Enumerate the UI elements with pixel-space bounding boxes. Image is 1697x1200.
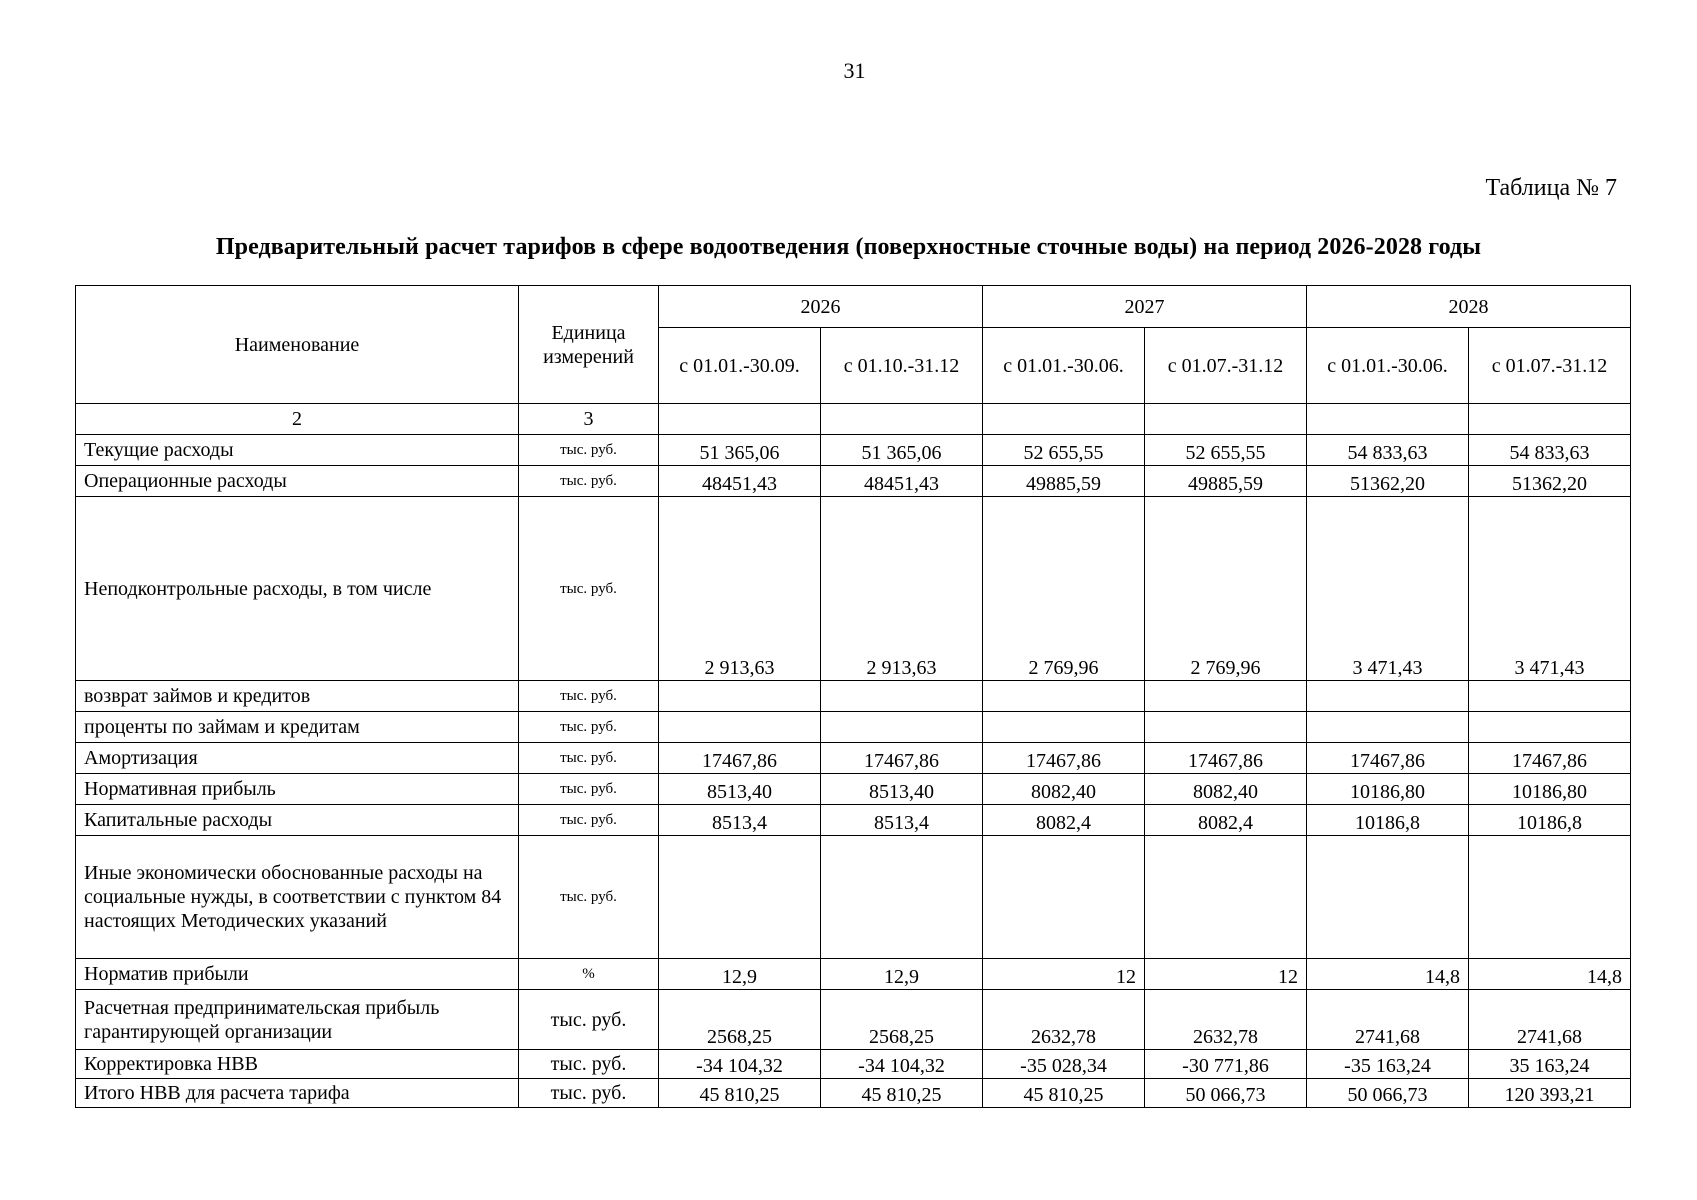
row-unit: тыс. руб.: [519, 990, 659, 1050]
row-value: 17467,86: [1145, 743, 1307, 774]
header-period: с 01.01.-30.06.: [1307, 328, 1469, 404]
row-unit: тыс. руб.: [519, 712, 659, 743]
row-value: 10186,8: [1307, 805, 1469, 836]
row-value: 49885,59: [983, 466, 1145, 497]
row-value: [821, 836, 983, 959]
table-caption: Таблица № 7: [1485, 175, 1617, 201]
row-value: 45 810,25: [659, 1079, 821, 1108]
row-value: 2 913,63: [821, 497, 983, 681]
row-value: 12,9: [659, 959, 821, 990]
header-period: с 01.01.-30.09.: [659, 328, 821, 404]
row-value: 3 471,43: [1469, 497, 1631, 681]
row-value: -35 163,24: [1307, 1050, 1469, 1079]
row-name: Текущие расходы: [76, 435, 519, 466]
row-name: Расчетная предпринимательская прибыль гарантирующей организации: [76, 990, 519, 1050]
row-value: 2 769,96: [983, 497, 1145, 681]
tariff-table: [75, 285, 1631, 1108]
row-value: 12: [983, 959, 1145, 990]
row-value: [1307, 681, 1469, 712]
table-row: [76, 805, 1631, 836]
row-value: [983, 712, 1145, 743]
row-value: 12,9: [821, 959, 983, 990]
header-year-2027: 2027: [983, 286, 1307, 328]
row-value: [1145, 681, 1307, 712]
row-value: [659, 712, 821, 743]
column-number: [1307, 404, 1469, 435]
row-unit: тыс. руб.: [519, 1050, 659, 1079]
row-value: 8513,40: [659, 774, 821, 805]
header-period: с 01.07.-31.12: [1469, 328, 1631, 404]
row-value: 35 163,24: [1469, 1050, 1631, 1079]
row-value: 51362,20: [1469, 466, 1631, 497]
row-value: [983, 836, 1145, 959]
row-value: [821, 681, 983, 712]
table-row: [76, 497, 1631, 681]
row-value: 2741,68: [1307, 990, 1469, 1050]
row-value: [1145, 712, 1307, 743]
row-value: [1145, 836, 1307, 959]
row-value: 10186,8: [1469, 805, 1631, 836]
table-row: [76, 1050, 1631, 1079]
row-value: 48451,43: [659, 466, 821, 497]
row-unit: тыс. руб.: [519, 774, 659, 805]
row-value: 10186,80: [1469, 774, 1631, 805]
row-value: 14,8: [1469, 959, 1631, 990]
table-row: [76, 959, 1631, 990]
row-value: 54 833,63: [1469, 435, 1631, 466]
column-number: 2: [76, 404, 519, 435]
row-value: 8513,4: [821, 805, 983, 836]
row-name: Итого НВВ для расчета тарифа: [76, 1079, 519, 1108]
row-name: Иные экономически обоснованные расходы на социальные нужды, в соответствии с пунктом 84 настоящих Методических указаний: [76, 836, 519, 959]
row-value: 50 066,73: [1145, 1079, 1307, 1108]
row-value: 8082,4: [1145, 805, 1307, 836]
row-value: [1307, 836, 1469, 959]
row-value: 12: [1145, 959, 1307, 990]
row-value: -34 104,32: [659, 1050, 821, 1079]
row-value: 2 769,96: [1145, 497, 1307, 681]
row-name: возврат займов и кредитов: [76, 681, 519, 712]
row-name: проценты по займам и кредитам: [76, 712, 519, 743]
row-name: Капитальные расходы: [76, 805, 519, 836]
row-unit: тыс. руб.: [519, 805, 659, 836]
header-year-2028: 2028: [1307, 286, 1631, 328]
row-unit: тыс. руб.: [519, 466, 659, 497]
row-unit: %: [519, 959, 659, 990]
row-value: 17467,86: [1307, 743, 1469, 774]
row-name: Операционные расходы: [76, 466, 519, 497]
table-row: [76, 435, 1631, 466]
row-value: 48451,43: [821, 466, 983, 497]
row-unit: тыс. руб.: [519, 836, 659, 959]
row-unit: тыс. руб.: [519, 681, 659, 712]
column-number: [983, 404, 1145, 435]
page-number: 31: [843, 58, 866, 83]
row-value: 17467,86: [983, 743, 1145, 774]
table-row: [76, 774, 1631, 805]
row-value: 8082,40: [1145, 774, 1307, 805]
row-value: [659, 836, 821, 959]
header-period: с 01.07.-31.12: [1145, 328, 1307, 404]
row-name: Неподконтрольные расходы, в том числе: [76, 497, 519, 681]
table-row: [76, 712, 1631, 743]
table-row: [76, 681, 1631, 712]
row-value: 2 913,63: [659, 497, 821, 681]
table-row: [76, 1079, 1631, 1108]
row-value: [659, 681, 821, 712]
row-value: 17467,86: [1469, 743, 1631, 774]
table-row: [76, 836, 1631, 959]
row-value: [1307, 712, 1469, 743]
header-year-2026: 2026: [659, 286, 983, 328]
column-number: [821, 404, 983, 435]
table-row: [76, 990, 1631, 1050]
row-unit: тыс. руб.: [519, 1079, 659, 1108]
row-value: 2632,78: [1145, 990, 1307, 1050]
row-value: 51 365,06: [659, 435, 821, 466]
header-name: Наименование: [76, 286, 519, 404]
row-value: 2632,78: [983, 990, 1145, 1050]
row-value: -35 028,34: [983, 1050, 1145, 1079]
column-number: [1469, 404, 1631, 435]
header-unit: Единица измерений: [519, 286, 659, 404]
row-value: -34 104,32: [821, 1050, 983, 1079]
row-value: 51362,20: [1307, 466, 1469, 497]
row-value: 14,8: [1307, 959, 1469, 990]
column-number: [659, 404, 821, 435]
row-value: 2741,68: [1469, 990, 1631, 1050]
row-unit: тыс. руб.: [519, 743, 659, 774]
row-value: 8082,40: [983, 774, 1145, 805]
row-value: 17467,86: [821, 743, 983, 774]
row-value: 54 833,63: [1307, 435, 1469, 466]
row-unit: тыс. руб.: [519, 497, 659, 681]
row-unit: тыс. руб.: [519, 435, 659, 466]
row-value: [1469, 712, 1631, 743]
column-number-row: [76, 404, 1631, 435]
row-value: 2568,25: [821, 990, 983, 1050]
row-value: 120 393,21: [1469, 1079, 1631, 1108]
row-value: 8513,40: [821, 774, 983, 805]
row-value: 45 810,25: [983, 1079, 1145, 1108]
row-value: [1469, 836, 1631, 959]
row-name: Амортизация: [76, 743, 519, 774]
row-name: Норматив прибыли: [76, 959, 519, 990]
row-value: 51 365,06: [821, 435, 983, 466]
row-value: 52 655,55: [1145, 435, 1307, 466]
row-value: 2568,25: [659, 990, 821, 1050]
table-row: [76, 466, 1631, 497]
column-number: [1145, 404, 1307, 435]
row-value: [983, 681, 1145, 712]
header-period: с 01.01.-30.06.: [983, 328, 1145, 404]
row-name: Корректировка НВВ: [76, 1050, 519, 1079]
row-value: 50 066,73: [1307, 1079, 1469, 1108]
header-period: с 01.10.-31.12: [821, 328, 983, 404]
row-value: [1469, 681, 1631, 712]
row-value: 45 810,25: [821, 1079, 983, 1108]
row-value: 10186,80: [1307, 774, 1469, 805]
row-value: 17467,86: [659, 743, 821, 774]
row-value: 49885,59: [1145, 466, 1307, 497]
row-value: 8513,4: [659, 805, 821, 836]
row-value: [821, 712, 983, 743]
row-name: Нормативная прибыль: [76, 774, 519, 805]
column-number: 3: [519, 404, 659, 435]
row-value: 52 655,55: [983, 435, 1145, 466]
document-title: Предварительный расчет тарифов в сфере водоотведения (поверхностные сточные воды) на период 2026-2028 годы: [215, 234, 1482, 260]
table-row: [76, 743, 1631, 774]
row-value: -30 771,86: [1145, 1050, 1307, 1079]
row-value: 8082,4: [983, 805, 1145, 836]
row-value: 3 471,43: [1307, 497, 1469, 681]
